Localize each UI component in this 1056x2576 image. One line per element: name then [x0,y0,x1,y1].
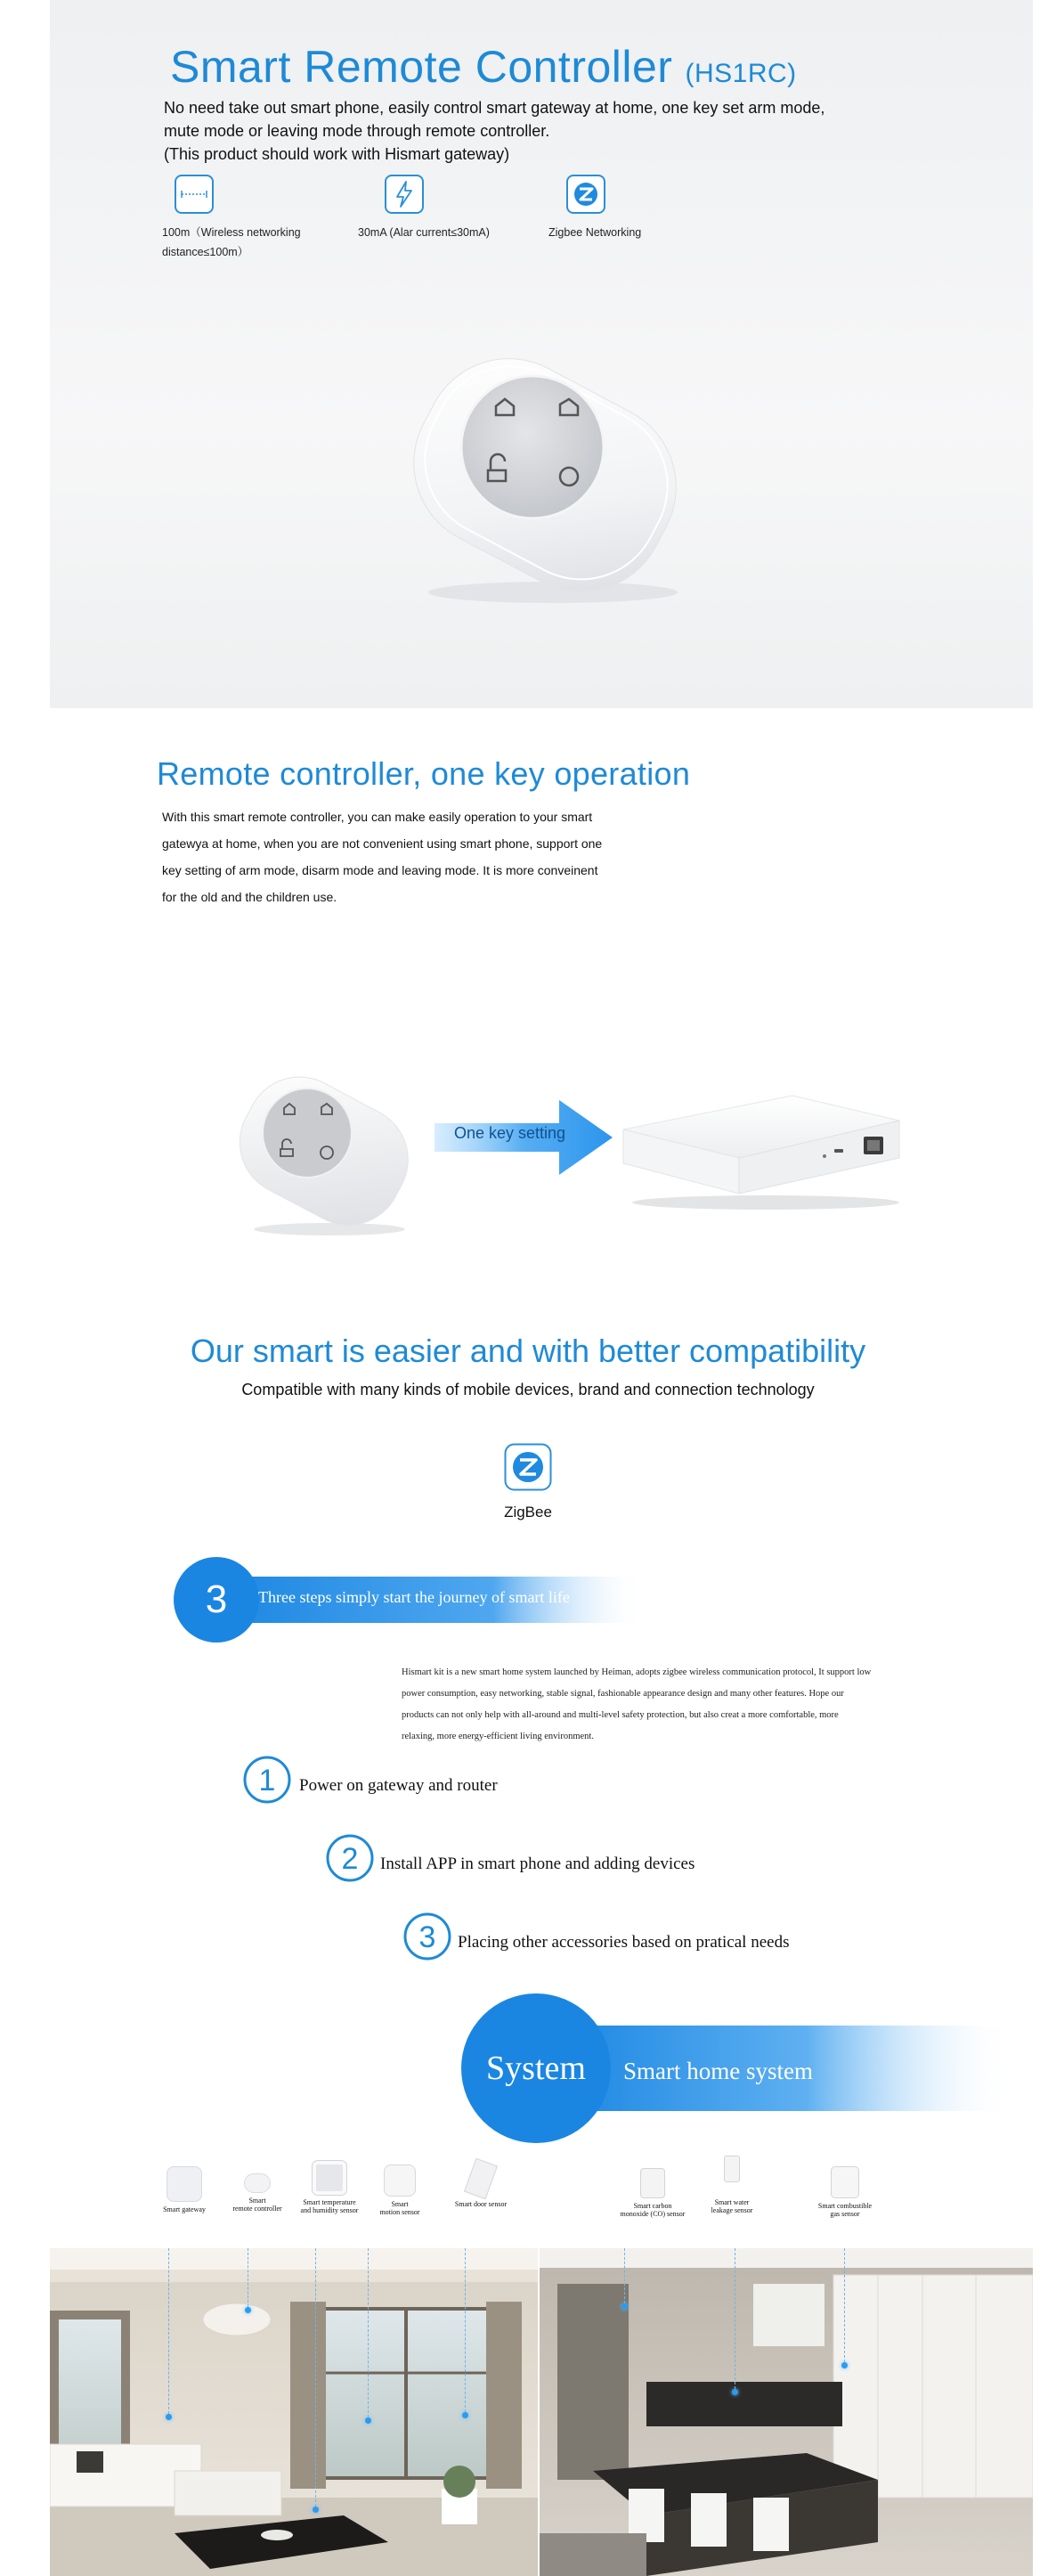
step-number-badge [402,1912,452,1961]
device-label: motion sensor [379,2208,420,2216]
feature-current-text: 30mA (Alar current≤30mA) [358,226,490,239]
device-gas-sensor [805,2166,885,2218]
step-number: 2 [341,1842,359,1876]
zigbee-icon [504,1443,552,1491]
motion-sensor-icon [384,2164,416,2197]
zigbee-label: ZigBee [504,1504,552,1520]
device-location-dot [462,2412,468,2418]
description-line: (This product should work with Hismart gateway) [164,145,510,163]
device-remote-controller [226,2166,288,2213]
step-number: 1 [258,1764,276,1797]
paragraph-line: power consumption, easy networking, stable signal, fashionable appearance design and many other features. Hope our [402,1689,844,1699]
feature-zigbee [548,175,641,242]
device-door-sensor [445,2161,516,2208]
product-description [164,96,930,166]
device-label: gas sensor [830,2210,860,2218]
zigbee-icon [566,175,605,214]
step-text: Install APP in smart phone and adding devices [380,1855,695,1873]
device-leader-line [368,2248,369,2417]
compatibility-subtitle: Compatible with many kinds of mobile devices, brand and connection technology [241,1381,815,1398]
step-number-badge [325,1833,375,1883]
device-temp-humidity-sensor [294,2161,365,2214]
description-line: mute mode or leaving mode through remote controller. [164,122,550,140]
device-location-dot [841,2362,848,2368]
device-location-dot [313,2507,319,2513]
device-label: remote controller [232,2205,282,2213]
paragraph-line: Hismart kit is a new smart home system launched by Heiman, adopts zigbee wireless communication protocol, It support low [402,1667,872,1677]
step-text: Power on gateway and router [299,1776,498,1795]
remote-controller-small-image [218,1060,432,1238]
device-label: Smart combustible [817,2202,873,2210]
water-sensor-icon [724,2156,740,2182]
kitchen-image [540,2248,1033,2576]
one-key-title: Remote controller, one key operation [157,755,691,792]
compatibility-title: Our smart is easier and with better compatibility [190,1333,866,1369]
gateway-icon [167,2166,202,2202]
temperature-sensor-icon [313,2161,346,2195]
feature-current [358,175,490,242]
device-label: Smart gateway [163,2205,206,2213]
lightning-icon [385,175,424,214]
description-line: No need take out smart phone, easily control smart gateway at home, one key set arm mode, [164,99,825,117]
device-leader-line [844,2248,845,2362]
device-location-dot [732,2389,738,2395]
remote-controller-image [366,338,727,606]
feature-range-text-2: distance≤100m） [162,246,249,258]
product-name: Smart Remote Controller [170,42,673,92]
steps-paragraph [402,1662,900,1748]
device-leader-line [168,2248,169,2414]
device-leader-line [465,2248,466,2412]
device-location-dot [166,2414,172,2420]
step-text: Placing other accessories based on pratical needs [458,1933,790,1952]
one-key-line: key setting of arm mode, disarm mode and leaving mode. It is more conveinent [162,863,598,877]
device-location-dot [245,2307,251,2313]
device-label: Smart [391,2200,409,2208]
device-label: leakage sensor [711,2206,753,2214]
living-room-image [50,2248,538,2576]
device-label: Smart [248,2197,266,2205]
device-leader-line [624,2248,625,2303]
product-title [170,41,797,93]
feature-range [162,175,301,262]
device-label: Smart carbon [633,2202,672,2210]
remote-icon [244,2173,271,2193]
door-sensor-icon [464,2158,498,2199]
device-label: and humidity sensor [300,2206,359,2214]
device-co-sensor [613,2168,693,2218]
gas-sensor-icon [831,2166,859,2198]
system-badge: System [461,1993,611,2143]
steps-badge: 3 [174,1557,259,1643]
range-icon [175,175,214,214]
steps-title: Three steps simply start the journey of smart life [258,1588,570,1606]
device-smart-gateway [153,2166,215,2213]
device-label: Smart door sensor [454,2200,508,2208]
smart-gateway-image [614,1085,908,1214]
device-label: Smart temperature [303,2198,356,2206]
device-label: monoxide (CO) sensor [620,2210,686,2218]
step-number-badge [242,1755,292,1805]
system-title: Smart home system [623,2058,813,2084]
product-model: (HS1RC) [685,59,797,88]
feature-zigbee-text: Zigbee Networking [548,226,642,239]
paragraph-line: products can not only help with all-around and multi-level safety protection, but also creat a more comfortable, more [402,1710,839,1720]
one-key-arrow-label: One key setting [454,1124,566,1142]
device-label: Smart water [714,2198,750,2206]
device-location-dot [365,2417,371,2424]
co-sensor-icon [640,2168,665,2198]
device-motion-sensor [369,2164,431,2216]
one-key-line: for the old and the children use. [162,890,337,904]
device-leader-line [315,2248,316,2507]
feature-range-text: 100m（Wireless networking [162,226,301,239]
paragraph-line: relaxing, more energy-efficient living environment. [402,1732,594,1741]
device-water-leakage-sensor [696,2156,768,2214]
hero-section [50,0,1033,708]
step-number: 3 [418,1920,436,1954]
one-key-line: With this smart remote controller, you can make easily operation to your smart [162,810,593,824]
device-location-dot [621,2303,628,2310]
one-key-line: gatewya at home, when you are not convenient using smart phone, support one [162,836,603,851]
one-key-description [162,803,661,910]
